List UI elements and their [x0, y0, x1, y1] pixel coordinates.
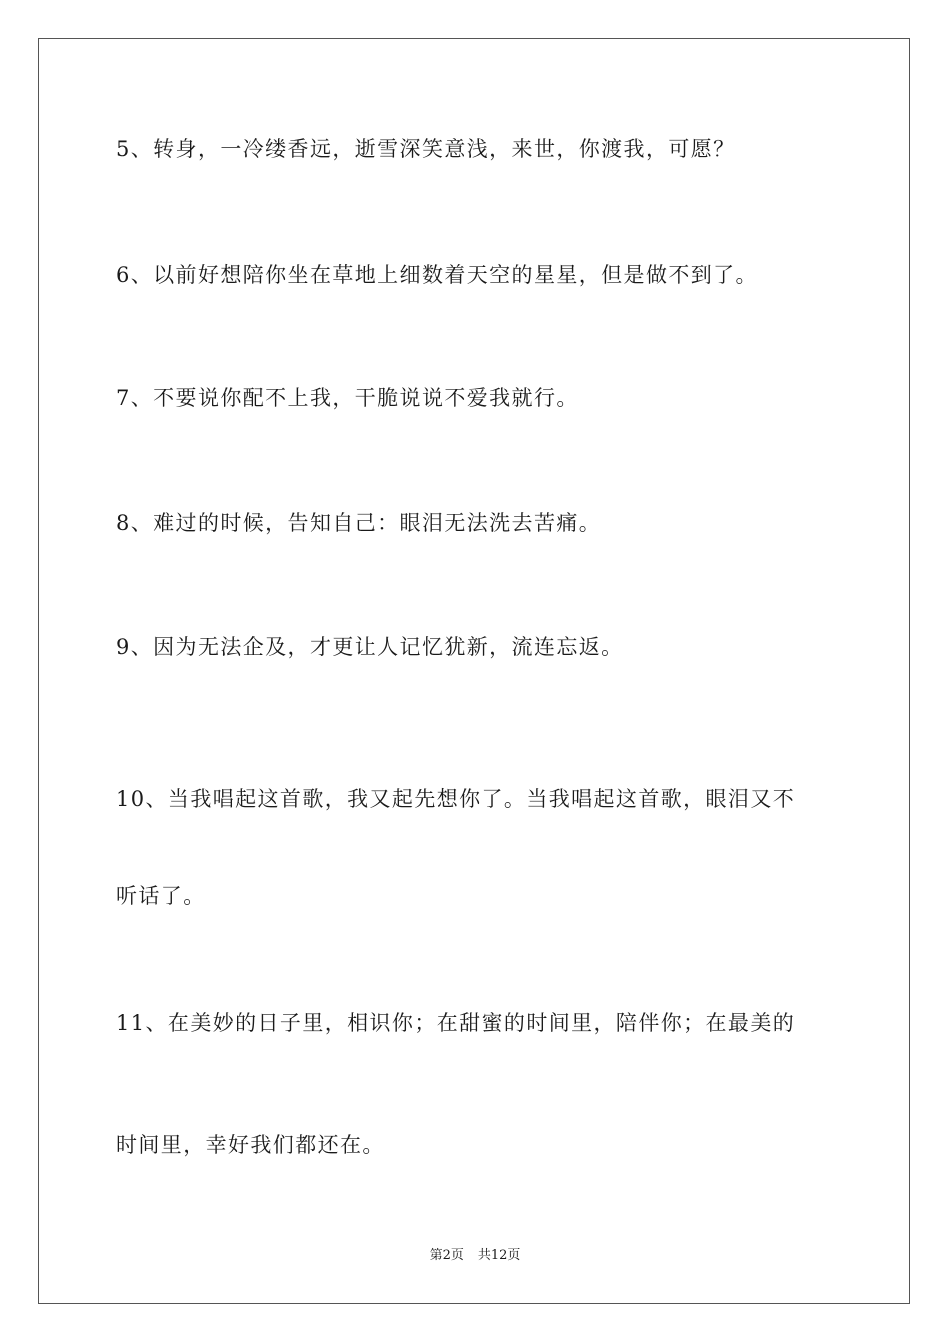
text-line-9: 9、因为无法企及，才更让人记忆犹新，流连忘返。 — [116, 635, 624, 659]
page-frame — [38, 38, 910, 1304]
page-total: 共12页 — [477, 1248, 521, 1263]
text-line-8: 8、难过的时候，告知自己：眼泪无法洗去苦痛。 — [116, 511, 602, 535]
page-number: 第2页 — [429, 1248, 464, 1263]
text-line-6: 6、以前好想陪你坐在草地上细数着天空的星星，但是做不到了。 — [116, 263, 758, 287]
text-line-11b: 时间里，幸好我们都还在。 — [116, 1133, 385, 1157]
text-line-10a: 10、当我唱起这首歌，我又起先想你了。当我唱起这首歌，眼泪又不 — [116, 787, 796, 811]
text-line-10b: 听话了。 — [116, 884, 206, 908]
page-footer — [0, 1249, 950, 1262]
text-line-5: 5、转身，一冷缕香远，逝雪深笑意浅，来世，你渡我，可愿？ — [116, 137, 736, 161]
text-line-7: 7、不要说你配不上我，干脆说说不爱我就行。 — [116, 386, 579, 410]
text-line-11a: 11、在美妙的日子里，相识你；在甜蜜的时间里，陪伴你；在最美的 — [116, 1011, 796, 1035]
